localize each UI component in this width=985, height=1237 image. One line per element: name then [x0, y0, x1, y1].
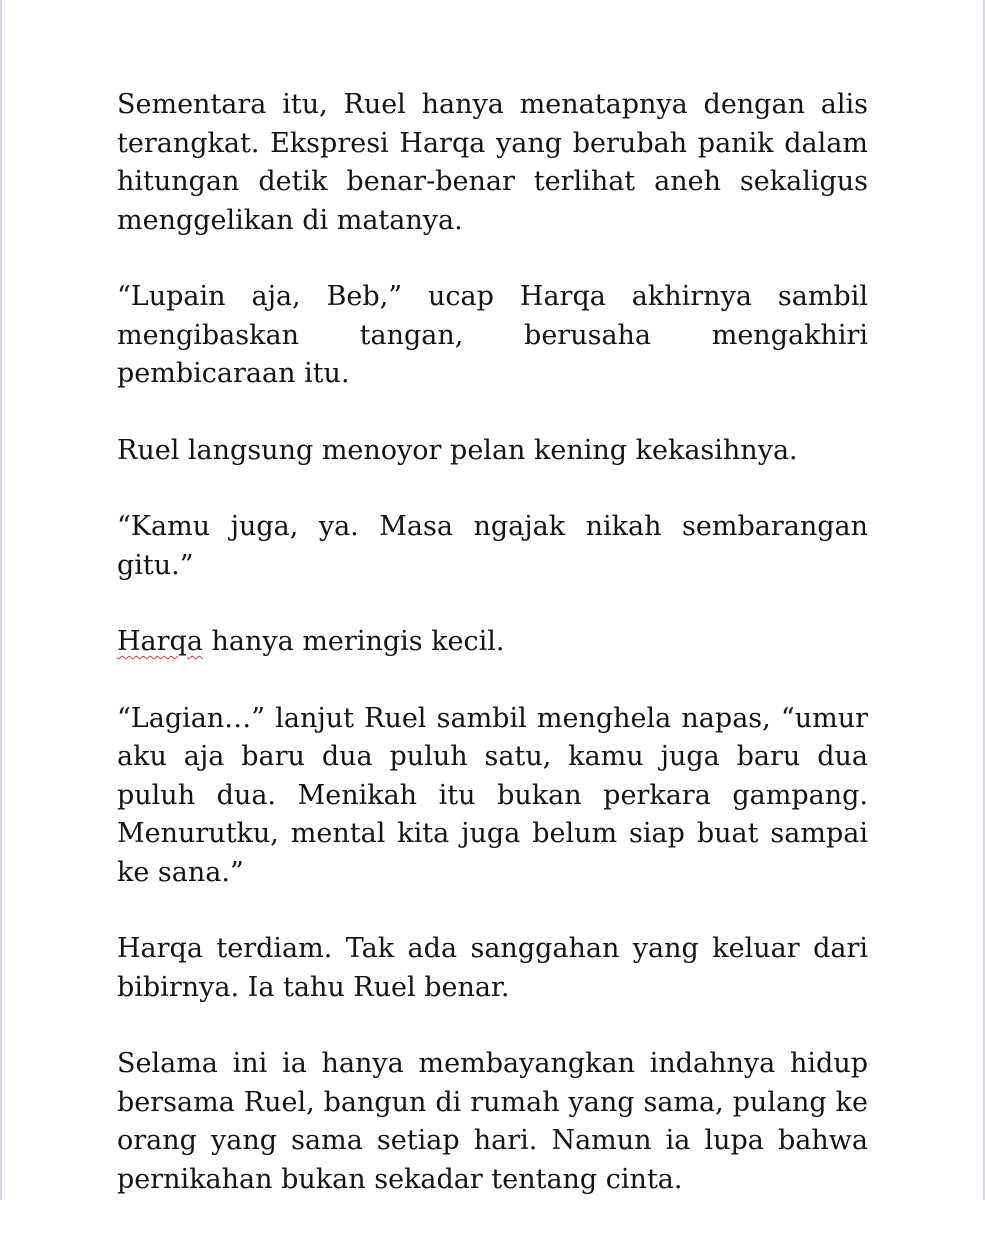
- paragraph-3: Ruel langsung menoyor pelan kening kekasihnya.: [117, 434, 798, 466]
- paragraph-8: Selama ini ia hanya membayangkan indahnya hidup bersama Ruel, bangun di rumah yang sama, pulang ke orang yang sama setiap hari. Namun ia lupa bahwa pernikahan bukan sekadar tentang cinta.: [117, 1048, 868, 1195]
- page-left-edge: [0, 0, 2, 1200]
- paragraph-5: [117, 623, 868, 662]
- paragraph-5-text: hanya meringis kecil.: [202, 626, 505, 657]
- paragraph-2: “Lupain aja, Beb,” ucap Harqa akhirnya sambil mengibaskan tangan, berusaha mengakhiri pembicaraan itu.: [117, 281, 868, 389]
- spellcheck-flagged-word[interactable]: Harqa: [117, 626, 203, 657]
- paragraph-6: “Lagian…” lanjut Ruel sambil menghela napas, “umur aku aja baru dua puluh satu, kamu juga baru dua puluh dua. Menikah itu bukan perkara gampang. Menurutku, mental kita juga belum siap buat sampai ke sana.”: [117, 702, 868, 888]
- paragraph-7: Harqa terdiam. Tak ada sanggahan yang keluar dari bibirnya. Ia tahu Ruel benar.: [117, 933, 868, 1003]
- document-page: [117, 86, 868, 1237]
- paragraph-1: Sementara itu, Ruel hanya menatapnya dengan alis terangkat. Ekspresi Harqa yang berubah panik dalam hitungan detik benar-benar terlihat aneh sekaligus menggelikan di matanya.: [117, 89, 868, 236]
- paragraph-4: “Kamu juga, ya. Masa ngajak nikah sembarangan gitu.”: [117, 511, 868, 581]
